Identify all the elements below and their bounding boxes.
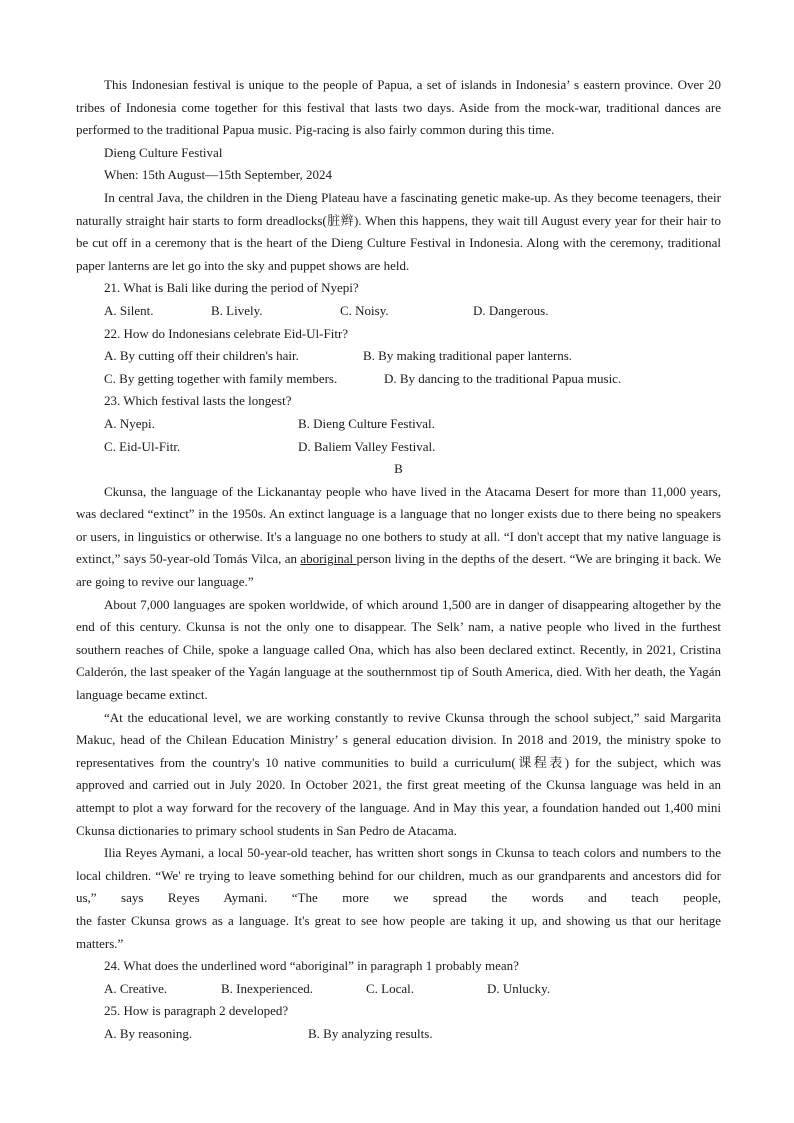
question-25: 25. How is paragraph 2 developed? bbox=[104, 1003, 289, 1019]
question-22-options-row-1 bbox=[76, 345, 721, 368]
passage-b-paragraph-2: About 7,000 languages are spoken worldwide, of which around 1,500 are in danger of disappearing altogether by the end of this century. Ckunsa is not the only one to disappear. The Selk’ nam, a native people who lived in the furthest southern reaches of Chile, spoke a language called Ona, which has also been declared extinct. Recently, in 2021, Cristina Calderón, the last speaker of the Yagán language at the southernmost tip of South America, died. With her death, the Yagán language became extinct. bbox=[76, 596, 721, 703]
question-23-options-row-1 bbox=[76, 413, 721, 436]
dieng-festival-title: Dieng Culture Festival bbox=[104, 144, 223, 160]
question-22-options-row-2 bbox=[76, 368, 721, 391]
option-d[interactable]: D. Unlucky. bbox=[487, 980, 551, 996]
option-d[interactable]: D. By dancing to the traditional Papua music. bbox=[384, 370, 622, 386]
passage-b-paragraph-4b: the faster Ckunsa grows as a language. It's great to see how people are taking it up, and showing us that our heritage matters.” bbox=[76, 912, 721, 951]
option-b[interactable]: B. By making traditional paper lanterns. bbox=[363, 348, 573, 364]
question-22: 22. How do Indonesians celebrate Eid-Ul-Fitr? bbox=[104, 325, 349, 341]
passage-b-paragraph-1 bbox=[76, 481, 721, 594]
option-d[interactable]: D. Dangerous. bbox=[473, 302, 549, 318]
question-23-options-row-2 bbox=[76, 436, 721, 459]
question-25-options bbox=[76, 1023, 721, 1046]
option-d[interactable]: D. Baliem Valley Festival. bbox=[298, 438, 436, 454]
question-24: 24. What does the underlined word “aboriginal” in paragraph 1 probably mean? bbox=[104, 958, 519, 974]
option-b[interactable]: B. Lively. bbox=[211, 302, 263, 318]
option-a[interactable]: A. By reasoning. bbox=[104, 1025, 193, 1041]
question-24-options bbox=[76, 978, 721, 1001]
p1-text-before: Ckunsa, the language of the Lickanantay people who have lived in the Atacama Desert for more than 11,000 years, was declared “extinct” in the 1950s. An extinct language is a language that no longer exists due to there being no speakers or users, in linguistics or otherwise. It's a language no one bothers to study at all. “I don't accept that my native language is extinct,” says 50-year-old Tomás Vilca, an bbox=[76, 483, 721, 567]
dieng-festival-date: When: 15th August—15th September, 2024 bbox=[104, 167, 333, 183]
section-b-label: B bbox=[394, 461, 403, 477]
option-b[interactable]: B. Inexperienced. bbox=[221, 980, 314, 996]
option-a[interactable]: A. Nyepi. bbox=[104, 415, 155, 431]
p1-text-after: person living in the depths of the desert. “We are bringing it back. We are going to revive our language.” bbox=[76, 551, 721, 590]
dieng-festival-paragraph: In central Java, the children in the Dieng Plateau have a fascinating genetic make-up. As they become teenagers, their naturally straight hair starts to form dreadlocks(脏辫). When this happens, they wait till August every year for their hair to be cut off in a ceremony that is the heart of the Dieng Culture Festival in Indonesia. Along with the ceremony, traditional paper lanterns are let go into the sky and puppet shows are held. bbox=[76, 189, 721, 273]
passage-b-paragraph-4a: Ilia Reyes Aymani, a local 50-year-old teacher, has written short songs in Ckunsa to teach colors and numbers to the local children. “We' re trying to leave something behind for our children, much as our grandparents and ancestors did for us,” says Reyes Aymani. “The more we spread the words and teach people, bbox=[76, 845, 721, 906]
option-b[interactable]: B. By analyzing results. bbox=[308, 1025, 433, 1041]
question-21-options bbox=[76, 300, 721, 323]
option-a[interactable]: A. Silent. bbox=[104, 302, 154, 318]
option-c[interactable]: C. Noisy. bbox=[340, 302, 389, 318]
question-23: 23. Which festival lasts the longest? bbox=[104, 393, 292, 409]
option-a[interactable]: A. By cutting off their children's hair. bbox=[104, 348, 299, 364]
option-c[interactable]: C. Eid-Ul-Fitr. bbox=[104, 438, 181, 454]
papua-festival-paragraph: This Indonesian festival is unique to the people of Papua, a set of islands in Indonesia’ s eastern province. Over 20 tribes of Indonesia come together for this festival that lasts two days. Aside from the mock-war, traditional dances are performed to the traditional Papua music. Pig-racing is also fairly common during this time. bbox=[76, 77, 721, 138]
option-c[interactable]: C. By getting together with family members. bbox=[104, 370, 338, 386]
option-b[interactable]: B. Dieng Culture Festival. bbox=[298, 415, 435, 431]
option-c[interactable]: C. Local. bbox=[366, 980, 415, 996]
underlined-word-aboriginal: aboriginal bbox=[300, 551, 357, 567]
question-21: 21. What is Bali like during the period of Nyepi? bbox=[104, 280, 359, 296]
passage-b-paragraph-3: “At the educational level, we are working constantly to revive Ckunsa through the school subject,” said Margarita Makuc, head of the Chilean Education Ministry’ s general education division. In 2018 and 2019, the ministry spoke to representatives from the country's 10 native communities to build a curriculum(课程表) for the subject, which was approved and carried out in July 2020. In October 2021, the first great meeting of the Ckunsa language was held in an attempt to plot a way forward for the recovery of the language. And in May this year, a foundation handed out 1,400 mini Ckunsa dictionaries to primary school students in San Pedro de Atacama. bbox=[76, 709, 721, 838]
option-a[interactable]: A. Creative. bbox=[104, 980, 168, 996]
